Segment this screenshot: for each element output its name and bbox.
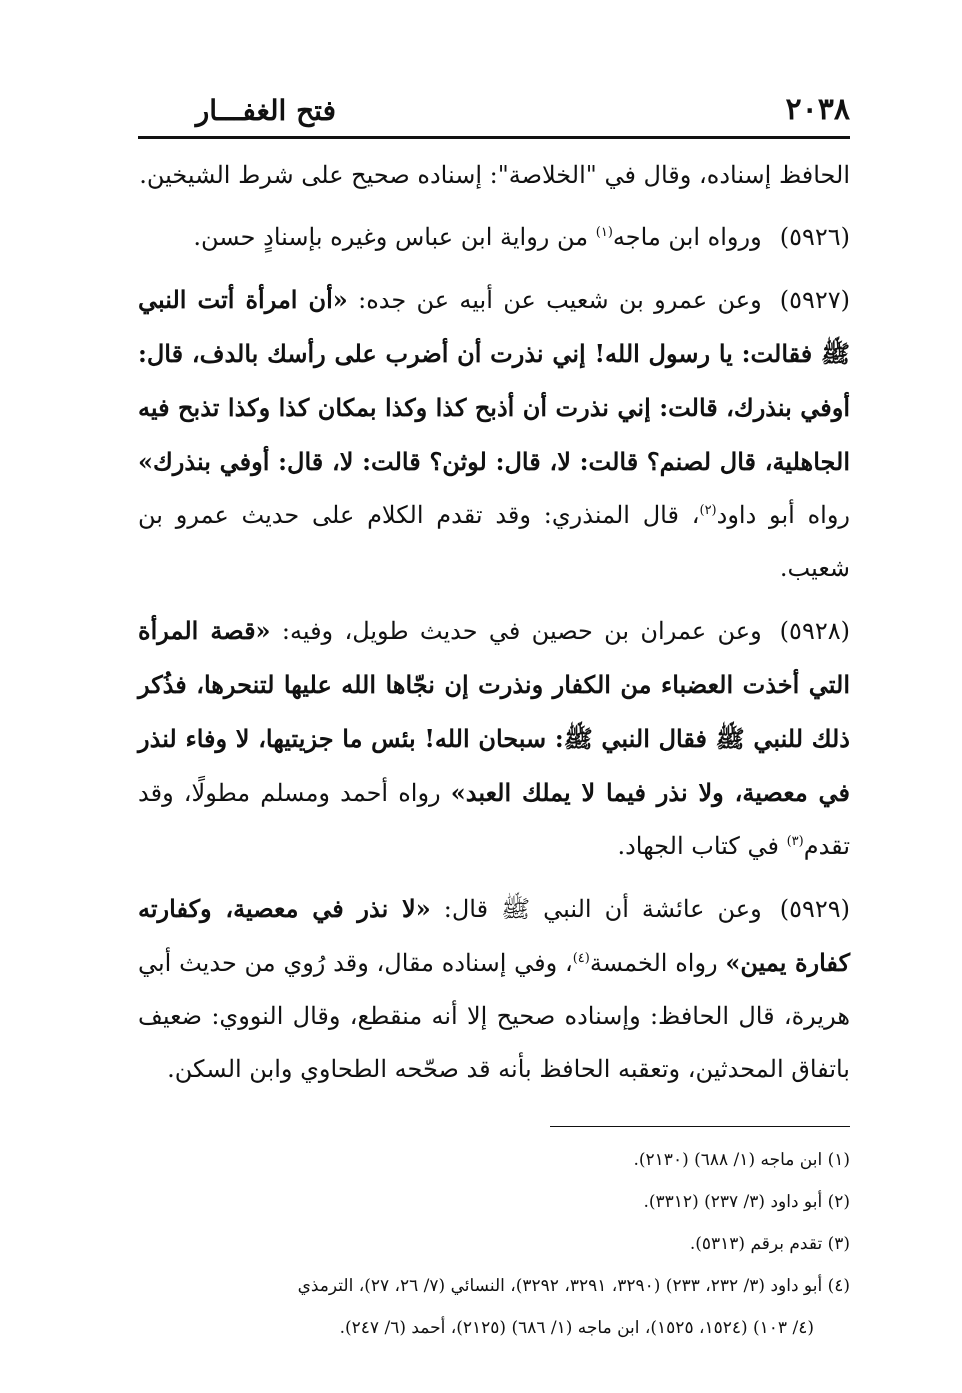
footnote-3: (٣) تقدم برقم (٥٣١٣). [689, 1234, 850, 1254]
paragraph-text: الحافظ إسناده، وقال في "الخلاصة": إسناده صحيح على شرط الشيخين. [139, 161, 850, 189]
paragraph-continuation [138, 149, 850, 202]
hadith-number: (٥٩٢٩) [779, 895, 850, 923]
running-title: فتح الغفـــار [195, 94, 336, 127]
paragraph-text: وعن عائشة أن النبي ﷺ قال: [430, 895, 762, 923]
footnote-ref-2[interactable]: (٢) [699, 503, 717, 518]
paragraph-5927 [138, 273, 850, 595]
paragraph-text: من رواية ابن عباس وغيره بإسنادٍ حسن. [193, 223, 596, 251]
paragraph-text: وعن عمرو بن شعيب عن أبيه عن جده: [347, 286, 762, 314]
footnote-divider [550, 1126, 850, 1127]
footnote-ref-4[interactable]: (٤) [572, 951, 590, 966]
hadith-text: «أن امرأة أتت النبي ﷺ فقالت: يا رسول الله! إني نذرت أن أضرب على رأسك بالدف، قال: أوفي بنذرك، قالت: إني نذرت أن أذبح كذا وكذا بمكان كذا وكذا تذبح فيه الجاهلية، قال لصنم؟ قالت: لا، قال: لوثن؟ قالت: لا، قال: أوفي بنذرك» [138, 285, 850, 476]
footnote-2: (٢) أبو داود (٣/ ٢٣٧) (٣٣١٢). [643, 1192, 850, 1212]
hadith-number: (٥٩٢٦) [779, 223, 850, 251]
footnote-ref-1[interactable]: (١) [595, 225, 613, 240]
footnotes [138, 1139, 850, 1349]
paragraph-text: رواه أحمد ومسلم مطولًا، وقد تقدم [138, 779, 850, 860]
paragraph-text: رواه أبو داود [716, 501, 850, 529]
paragraph-5929 [138, 882, 850, 1096]
hadith-number: (٥٩٢٧) [779, 286, 851, 314]
paragraph-text: ورواه ابن ماجه [612, 223, 762, 251]
paragraph-text: ، قال المنذري: وقد تقدم الكلام على حديث عمرو بن شعيب. [138, 501, 850, 582]
page-header [138, 90, 850, 139]
paragraph-5928 [138, 604, 850, 873]
paragraph-text: رواه الخمسة [589, 949, 726, 977]
footnote-4: (٤) أبو داود (٣/ ٢٣٢، ٢٣٣) (٣٢٩٠، ٣٢٩١، ٣٢٩٢)، النسائي (٧/ ٢٦، ٢٧)، الترمذي [297, 1276, 850, 1296]
footnote-1: (١) ابن ماجه (١/ ٦٨٨) (٢١٣٠). [633, 1150, 850, 1170]
page-number: ٢٠٣٨ [785, 92, 850, 127]
paragraph-5926 [138, 211, 850, 264]
hadith-number: (٥٩٢٨) [779, 617, 850, 645]
hadith-text: «لا نذر في معصية، وكفارته كفارة يمين» [138, 894, 850, 977]
paragraph-text: في كتاب الجهاد. [617, 832, 787, 860]
paragraph-text: ، وفي إسناده مقال، وقد رُوي من حديث أبي هريرة، قال الحافظ: وإسناده صحيح إلا أنه منقطع، وقال النووي: ضعيف باتفاق المحدثين، وتعقبه الحافظ بأنه قد صحّحه الطحاوي وابن السكن. [138, 949, 850, 1083]
hadith-text: «قصة المرأة التي أخذت العضباء من الكفار ونذرت إن نجّاها الله عليها لتنحرها، فذُكر ذلك للنبي ﷺ فقال النبي ﷺ: سبحان الله! بئس ما جزيتيها، لا وفاء لنذر في معصية، ولا نذر فيما لا يملك العبد» [138, 616, 850, 807]
paragraph-text: وعن عمران بن حصين في حديث طويل، وفيه: [270, 617, 762, 645]
book-page [138, 90, 850, 1349]
footnote-ref-3[interactable]: (٣) [786, 834, 804, 849]
footnote-4-continued: (٤/ ١٠٣) (١٥٢٤، ١٥٢٥)، ابن ماجه (١/ ٦٨٦) (٢١٢٥)، أحمد (٦/ ٢٤٧). [339, 1318, 814, 1338]
main-text [138, 149, 850, 1096]
